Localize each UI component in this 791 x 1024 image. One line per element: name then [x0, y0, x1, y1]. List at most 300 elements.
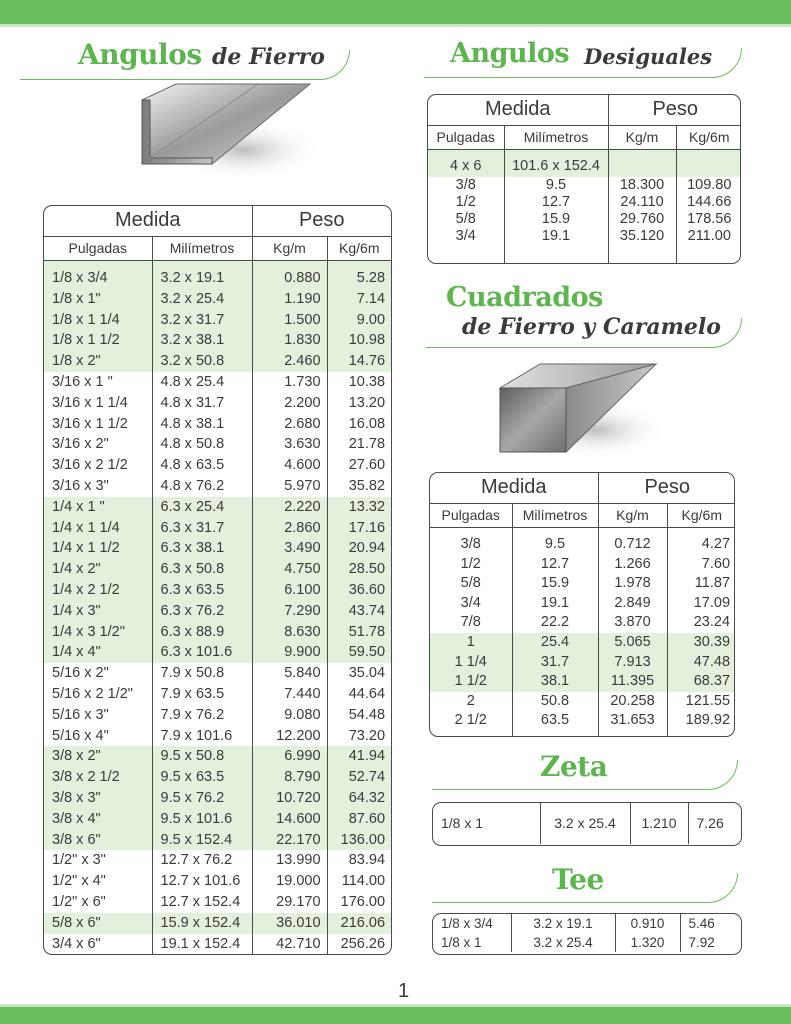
- cell-pulgadas: 1 1/2: [430, 672, 512, 692]
- cell-kg-m: 0.910: [615, 914, 680, 933]
- cell-pulgadas: 1/8 x 1: [441, 815, 484, 831]
- header-medida: Medida: [44, 206, 252, 236]
- cell-kg-6m: 73.20: [327, 726, 391, 747]
- zeta-table: [432, 802, 742, 846]
- cell-milimetros: 6.3 x 88.9: [152, 622, 252, 643]
- cell-milimetros: 6.3 x 25.4: [152, 497, 252, 518]
- title-main: Cuadrados: [446, 282, 603, 313]
- cuadrados-table: [429, 472, 735, 737]
- cell-milimetros: 50.8: [512, 692, 598, 712]
- cell-pulgadas: 3/8: [455, 177, 476, 193]
- cell-kg-6m: 5.46: [680, 914, 742, 933]
- cell-pulgadas: 1/4 x 4": [44, 642, 152, 663]
- tee-rows: [433, 914, 742, 952]
- table-row: [430, 633, 735, 653]
- table-row: [44, 892, 391, 913]
- cell-kg-6m: 28.50: [327, 559, 391, 580]
- cell-kg-m: 0.712: [598, 535, 667, 555]
- cell-pulgadas: 1/2" x 3": [52, 852, 106, 869]
- cell-pulgadas: 1/4 x 3 1/2": [44, 622, 152, 643]
- cell-kg-m: 1.978: [598, 574, 667, 594]
- cell-milimetros: 7.9 x 101.6: [152, 726, 252, 747]
- cell-kg-m: 1.500: [252, 310, 327, 331]
- table-row: [430, 555, 735, 575]
- cell-milimetros: 15.9: [512, 574, 598, 594]
- cell-kg-m: 1.190: [252, 289, 327, 310]
- cell-milimetros: 15.9: [504, 211, 608, 228]
- title-main: Zeta: [540, 750, 608, 783]
- cell-kg-6m: 7.26: [688, 803, 742, 844]
- cell-milimetros: 9.5 x 152.4: [152, 830, 252, 851]
- cell-kg-6m: 216.06: [327, 913, 391, 934]
- cell-kg-m: 1.830: [252, 330, 327, 351]
- cell-milimetros: 7.9 x 63.5: [152, 684, 252, 705]
- cell-pulgadas: 3/16 x 1 ": [52, 373, 113, 390]
- table-row: [44, 559, 391, 580]
- header-kg-6m: Kg/6m: [667, 503, 735, 527]
- section-title-angulos-fierro: [20, 36, 350, 80]
- cell-pulgadas: 1/4 x 1 1/4: [44, 518, 152, 539]
- cell-kg-m: 3.630: [252, 434, 327, 455]
- cell-kg-6m: 52.74: [327, 767, 391, 788]
- cell-kg-m: 7.440: [252, 684, 327, 705]
- bottom-green-band: [0, 1004, 791, 1024]
- cell-kg-m: 36.010: [252, 913, 327, 934]
- table-row: [44, 393, 391, 414]
- cell-kg-m: 2.220: [252, 497, 327, 518]
- cell-pulgadas: 3/8 x 2 1/2: [44, 767, 152, 788]
- table-row: [430, 535, 735, 555]
- cell-kg-m: 8.790: [252, 767, 327, 788]
- table-row: [44, 788, 391, 809]
- cell-pulgadas: 1/8 x 3/4: [44, 268, 152, 289]
- cell-milimetros: 6.3 x 38.1: [152, 538, 252, 559]
- table-row: [430, 574, 735, 594]
- cell-kg-6m: 21.78: [327, 434, 391, 455]
- cell-kg-m: 24.110: [608, 194, 676, 211]
- cell-kg-6m: 256.26: [327, 934, 391, 955]
- cell-kg-6m: 36.60: [327, 580, 391, 601]
- cell-pulgadas: 5/8: [460, 575, 481, 592]
- cell-milimetros: 12.7: [512, 555, 598, 575]
- section-title-tee: [432, 863, 738, 903]
- cell-kg-6m: 17.16: [327, 518, 391, 539]
- cell-milimetros: 9.5: [504, 177, 608, 194]
- cell-pulgadas: 3/8 x 6": [44, 830, 152, 851]
- table-row: [430, 711, 735, 731]
- cell-kg-6m: 144.66: [676, 194, 741, 211]
- cell-pulgadas: 1/4 x 2 1/2: [44, 580, 152, 601]
- table-row: [44, 538, 391, 559]
- cell-milimetros: 6.3 x 76.2: [152, 601, 252, 622]
- cell-milimetros: 6.3 x 101.6: [152, 642, 252, 663]
- cell-kg-m: 9.900: [252, 642, 327, 663]
- cell-pulgadas: 3/16 x 1 1/4: [52, 394, 128, 411]
- table-row: [430, 672, 735, 692]
- header-kg-6m: Kg/6m: [327, 236, 391, 260]
- section-title-zeta: [432, 748, 738, 790]
- cell-kg-6m: 7.92: [680, 933, 742, 952]
- cell-kg-m: 9.080: [252, 705, 327, 726]
- cell-milimetros: 4.8 x 38.1: [152, 414, 252, 435]
- cell-kg-6m: 44.64: [327, 684, 391, 705]
- table-row: [44, 850, 391, 871]
- cell-milimetros: 3.2 x 25.4: [152, 289, 252, 310]
- cell-kg-6m: 10.98: [327, 330, 391, 351]
- table-row: [44, 455, 391, 476]
- angulos-fierro-table: [43, 205, 392, 955]
- cell-kg-m: 0.880: [252, 268, 327, 289]
- cell-pulgadas: 1/8 x 2": [44, 351, 152, 372]
- cell-kg-6m: 7.60: [667, 555, 735, 575]
- cell-milimetros: 4.8 x 76.2: [152, 476, 252, 497]
- table-row: [44, 684, 391, 705]
- table-row: [44, 580, 391, 601]
- cell-pulgadas: 4 x 6: [428, 149, 504, 177]
- table-row: [428, 194, 741, 211]
- cell-kg-m: 2.860: [252, 518, 327, 539]
- header-peso: Peso: [252, 206, 391, 236]
- cell-kg-6m: 10.38: [327, 372, 391, 393]
- cell-milimetros: 6.3 x 50.8: [152, 559, 252, 580]
- cell-kg-6m: 51.78: [327, 622, 391, 643]
- cell-kg-m: 31.653: [598, 711, 667, 731]
- cell-milimetros: 19.1 x 152.4: [152, 934, 252, 955]
- cell-milimetros: 3.2 x 19.1: [511, 914, 615, 933]
- table-row: [44, 351, 391, 372]
- table-row: [44, 746, 391, 767]
- cell-kg-6m: 178.56: [676, 211, 741, 228]
- header-kg-m: Kg/m: [252, 236, 327, 260]
- cell-milimetros: 6.3 x 31.7: [152, 518, 252, 539]
- title-main: Tee: [552, 863, 604, 896]
- top-green-band: [0, 0, 791, 27]
- cell-pulgadas: 1/2" x 4": [52, 873, 106, 890]
- page-number: 1: [398, 980, 410, 1002]
- header-pulgadas: Pulgadas: [44, 236, 152, 260]
- cell-pulgadas: 3/8: [460, 536, 481, 552]
- tee-table: [432, 913, 742, 955]
- cell-kg-m: 13.990: [252, 850, 327, 871]
- cell-kg-m: 11.395: [598, 672, 667, 692]
- title-sub: Desiguales: [584, 44, 713, 69]
- cell-kg-6m: 11.87: [667, 574, 735, 594]
- cell-kg-m: 1.266: [598, 555, 667, 575]
- cell-kg-6m: 109.80: [676, 177, 741, 194]
- cell-kg-6m: 47.48: [667, 653, 735, 673]
- cell-kg-6m: 189.92: [667, 711, 735, 731]
- table-row: [44, 830, 391, 851]
- header-milimetros: Milímetros: [512, 503, 598, 527]
- cell-milimetros: 25.4: [512, 633, 598, 653]
- table-row: [44, 726, 391, 747]
- cell-milimetros: 7.9 x 50.8: [152, 663, 252, 684]
- cell-kg-6m: 13.20: [327, 393, 391, 414]
- cell-kg-m: 1.210: [630, 803, 688, 844]
- header-kg-m: Kg/m: [598, 503, 667, 527]
- cell-kg-m: 35.120: [608, 228, 676, 245]
- title-sub: de Fierro: [212, 44, 325, 70]
- title-sub: de Fierro y Caramelo: [462, 314, 721, 340]
- cell-kg-m: 2.849: [598, 594, 667, 614]
- cell-kg-m: 42.710: [252, 934, 327, 955]
- cell-kg-6m: 83.94: [327, 850, 391, 871]
- header-pulgadas: Pulgadas: [430, 503, 512, 527]
- cell-kg-m: [608, 149, 676, 177]
- cell-kg-m: 5.840: [252, 663, 327, 684]
- cell-kg-m: 29.760: [608, 211, 676, 228]
- cell-kg-m: 10.720: [252, 788, 327, 809]
- cell-kg-m: 2.460: [252, 351, 327, 372]
- cell-milimetros: 12.7 x 76.2: [152, 850, 252, 871]
- cell-kg-m: 2.680: [252, 414, 327, 435]
- cell-pulgadas: 2 1/2: [454, 712, 487, 729]
- cell-pulgadas: 3/4: [460, 594, 481, 611]
- section-title-angulos-desiguales: [424, 36, 742, 78]
- cell-kg-m: 4.600: [252, 455, 327, 476]
- cell-pulgadas: 1 1/4: [430, 653, 512, 673]
- section-title-cuadrados: [426, 282, 742, 348]
- table-row: [44, 871, 391, 892]
- cell-kg-m: 3.490: [252, 538, 327, 559]
- cell-pulgadas: 1/4 x 1 1/2: [44, 538, 152, 559]
- cell-pulgadas: 2: [466, 692, 475, 709]
- cell-milimetros: 3.2 x 19.1: [152, 268, 252, 289]
- cell-kg-6m: 35.82: [327, 476, 391, 497]
- cell-pulgadas: 3/16 x 2": [52, 436, 109, 453]
- title-main: Angulos: [78, 38, 202, 71]
- cell-kg-6m: 59.50: [327, 642, 391, 663]
- cell-kg-6m: 121.55: [667, 692, 735, 712]
- cell-milimetros: 6.3 x 63.5: [152, 580, 252, 601]
- cell-milimetros: 4.8 x 31.7: [152, 393, 252, 414]
- angulos-desiguales-rows: [428, 149, 741, 177]
- table-row: [44, 497, 391, 518]
- cell-kg-6m: 43.74: [327, 601, 391, 622]
- cell-kg-m: 3.870: [598, 613, 667, 633]
- table-row: [428, 228, 741, 245]
- cell-pulgadas: 5/16 x 2 1/2": [52, 685, 133, 702]
- table-row: [428, 211, 741, 228]
- header-medida: Medida: [428, 95, 608, 125]
- cell-kg-m: 18.300: [608, 177, 676, 194]
- table-row: [44, 705, 391, 726]
- header-milimetros: Milímetros: [504, 125, 608, 149]
- cell-milimetros: 9.5 x 50.8: [152, 746, 252, 767]
- table-row: [44, 310, 391, 331]
- padding-row: [44, 954, 391, 955]
- cell-pulgadas: 1/4 x 3": [44, 601, 152, 622]
- cell-milimetros: 9.5 x 63.5: [152, 767, 252, 788]
- cell-pulgadas: 3/16 x 3": [52, 477, 109, 494]
- cell-kg-6m: 30.39: [667, 633, 735, 653]
- cell-pulgadas: 1/2: [460, 555, 481, 572]
- cell-pulgadas: 1: [430, 633, 512, 653]
- cell-milimetros: 3.2 x 31.7: [152, 310, 252, 331]
- angulos-desiguales-table: [427, 94, 741, 264]
- cell-pulgadas: 5/8 x 6": [44, 913, 152, 934]
- padding-row: [430, 731, 735, 737]
- cell-kg-m: 29.170: [252, 892, 327, 913]
- cell-milimetros: 7.9 x 76.2: [152, 705, 252, 726]
- cell-milimetros: 12.7 x 152.4: [152, 892, 252, 913]
- cell-kg-6m: 7.14: [327, 289, 391, 310]
- angulos-desiguales-data-rows: [428, 177, 741, 264]
- cell-milimetros: 12.7 x 101.6: [152, 871, 252, 892]
- cell-milimetros: 3.2 x 38.1: [152, 330, 252, 351]
- cell-milimetros: 38.1: [512, 672, 598, 692]
- title-main: Angulos: [450, 38, 570, 69]
- cell-milimetros: 63.5: [512, 711, 598, 731]
- cell-kg-m: 20.258: [598, 692, 667, 712]
- cell-kg-m: 14.600: [252, 809, 327, 830]
- cell-kg-6m: 114.00: [327, 871, 391, 892]
- table-row: [430, 653, 735, 673]
- cell-milimetros: 3.2 x 25.4: [540, 803, 630, 844]
- cell-kg-6m: 176.00: [327, 892, 391, 913]
- table-row: [44, 414, 391, 435]
- table-row: [44, 330, 391, 351]
- cell-pulgadas: 1/2: [455, 194, 476, 210]
- cell-kg-6m: 68.37: [667, 672, 735, 692]
- table-row: [44, 518, 391, 539]
- cell-kg-6m: 27.60: [327, 455, 391, 476]
- cell-kg-6m: 64.32: [327, 788, 391, 809]
- cell-pulgadas: 1/2" x 6": [52, 893, 106, 910]
- table-row: [433, 803, 742, 844]
- cell-kg-m: 5.065: [598, 633, 667, 653]
- cell-kg-6m: 9.00: [327, 310, 391, 331]
- cell-kg-6m: 4.27: [667, 535, 735, 555]
- cell-pulgadas: 5/16 x 4": [52, 727, 109, 744]
- cell-kg-6m: 5.28: [327, 268, 391, 289]
- table-row: [44, 372, 391, 393]
- header-milimetros: Milímetros: [152, 236, 252, 260]
- cell-milimetros: 31.7: [512, 653, 598, 673]
- table-row: [428, 177, 741, 194]
- cell-kg-6m: [676, 149, 741, 177]
- cell-milimetros: 4.8 x 50.8: [152, 434, 252, 455]
- cell-kg-6m: 14.76: [327, 351, 391, 372]
- cell-pulgadas: 3/16 x 2 1/2: [52, 457, 128, 474]
- table-row: [433, 933, 742, 952]
- cell-pulgadas: 3/16 x 1 1/2: [52, 415, 128, 432]
- header-peso: Peso: [608, 95, 741, 125]
- cell-pulgadas: 1/4 x 2": [44, 559, 152, 580]
- table-row: [44, 642, 391, 663]
- header-medida: Medida: [430, 473, 598, 503]
- cell-kg-6m: 41.94: [327, 746, 391, 767]
- cell-kg-6m: 16.08: [327, 414, 391, 435]
- cell-kg-m: 7.913: [598, 653, 667, 673]
- cell-kg-m: 19.000: [252, 871, 327, 892]
- cell-milimetros: 15.9 x 152.4: [152, 913, 252, 934]
- cell-milimetros: 19.1: [504, 228, 608, 245]
- cell-kg-m: 4.750: [252, 559, 327, 580]
- cell-kg-m: 12.200: [252, 726, 327, 747]
- cell-kg-6m: 35.04: [327, 663, 391, 684]
- cell-pulgadas: 5/16 x 2": [52, 665, 109, 682]
- header-peso: Peso: [598, 473, 735, 503]
- table-row: [44, 268, 391, 289]
- table-row: [430, 692, 735, 712]
- angulos-fierro-rows: [44, 260, 391, 955]
- cell-milimetros: 101.6 x 152.4: [504, 149, 608, 177]
- cell-milimetros: 9.5: [512, 535, 598, 555]
- cell-pulgadas: 5/16 x 3": [52, 706, 109, 723]
- cell-milimetros: 12.7: [504, 194, 608, 211]
- cell-milimetros: 9.5 x 76.2: [152, 788, 252, 809]
- cell-kg-m: 6.100: [252, 580, 327, 601]
- cell-kg-m: 8.630: [252, 622, 327, 643]
- cell-milimetros: 9.5 x 101.6: [152, 809, 252, 830]
- cell-kg-m: 6.990: [252, 746, 327, 767]
- cell-pulgadas: 3/4 x 6": [52, 935, 101, 952]
- table-row: [430, 613, 735, 633]
- table-row: [44, 809, 391, 830]
- cell-pulgadas: 1/8 x 1: [441, 935, 482, 950]
- table-row: [44, 663, 391, 684]
- cell-kg-6m: 17.09: [667, 594, 735, 614]
- cell-kg-6m: 211.00: [676, 228, 741, 245]
- table-row: [44, 913, 391, 934]
- cell-pulgadas: 1/8 x 1 1/4: [44, 310, 152, 331]
- padding-row: [428, 245, 741, 264]
- table-row: [44, 767, 391, 788]
- table-row: [430, 594, 735, 614]
- cell-kg-m: 1.730: [252, 372, 327, 393]
- cell-kg-6m: 13.32: [327, 497, 391, 518]
- square-bar-icon: [496, 360, 666, 460]
- cell-milimetros: 3.2 x 50.8: [152, 351, 252, 372]
- cell-pulgadas: 1/8 x 3/4: [441, 916, 493, 931]
- cell-kg-m: 22.170: [252, 830, 327, 851]
- cell-pulgadas: 3/8 x 3": [44, 788, 152, 809]
- cell-milimetros: 4.8 x 63.5: [152, 455, 252, 476]
- table-row: [44, 622, 391, 643]
- header-pulgadas: Pulgadas: [428, 125, 504, 149]
- cell-kg-m: 1.320: [615, 933, 680, 952]
- cell-kg-6m: 54.48: [327, 705, 391, 726]
- cell-milimetros: 3.2 x 25.4: [511, 933, 615, 952]
- header-kg-m: Kg/m: [608, 125, 676, 149]
- cell-kg-m: 5.970: [252, 476, 327, 497]
- cell-kg-6m: 87.60: [327, 809, 391, 830]
- zeta-rows: [433, 803, 742, 844]
- angle-iron-icon: [138, 80, 318, 185]
- header-kg-6m: Kg/6m: [676, 125, 741, 149]
- cell-pulgadas: 7/8: [460, 614, 481, 631]
- cell-pulgadas: 1/8 x 1 1/2: [44, 330, 152, 351]
- table-row: [44, 476, 391, 497]
- cell-kg-6m: 136.00: [327, 830, 391, 851]
- cell-pulgadas: 3/4: [455, 228, 476, 244]
- cell-kg-m: 7.290: [252, 601, 327, 622]
- cell-milimetros: 19.1: [512, 594, 598, 614]
- cell-pulgadas: 1/4 x 1 ": [44, 497, 152, 518]
- cell-milimetros: 22.2: [512, 613, 598, 633]
- cell-kg-m: 2.200: [252, 393, 327, 414]
- table-row: [44, 289, 391, 310]
- cell-milimetros: 4.8 x 25.4: [152, 372, 252, 393]
- table-row: [44, 434, 391, 455]
- cell-pulgadas: 1/8 x 1": [44, 289, 152, 310]
- table-row: [44, 601, 391, 622]
- cell-pulgadas: 5/8: [455, 211, 476, 227]
- cell-pulgadas: 3/8 x 2": [44, 746, 152, 767]
- table-row: [433, 914, 742, 933]
- group-row: [428, 149, 741, 177]
